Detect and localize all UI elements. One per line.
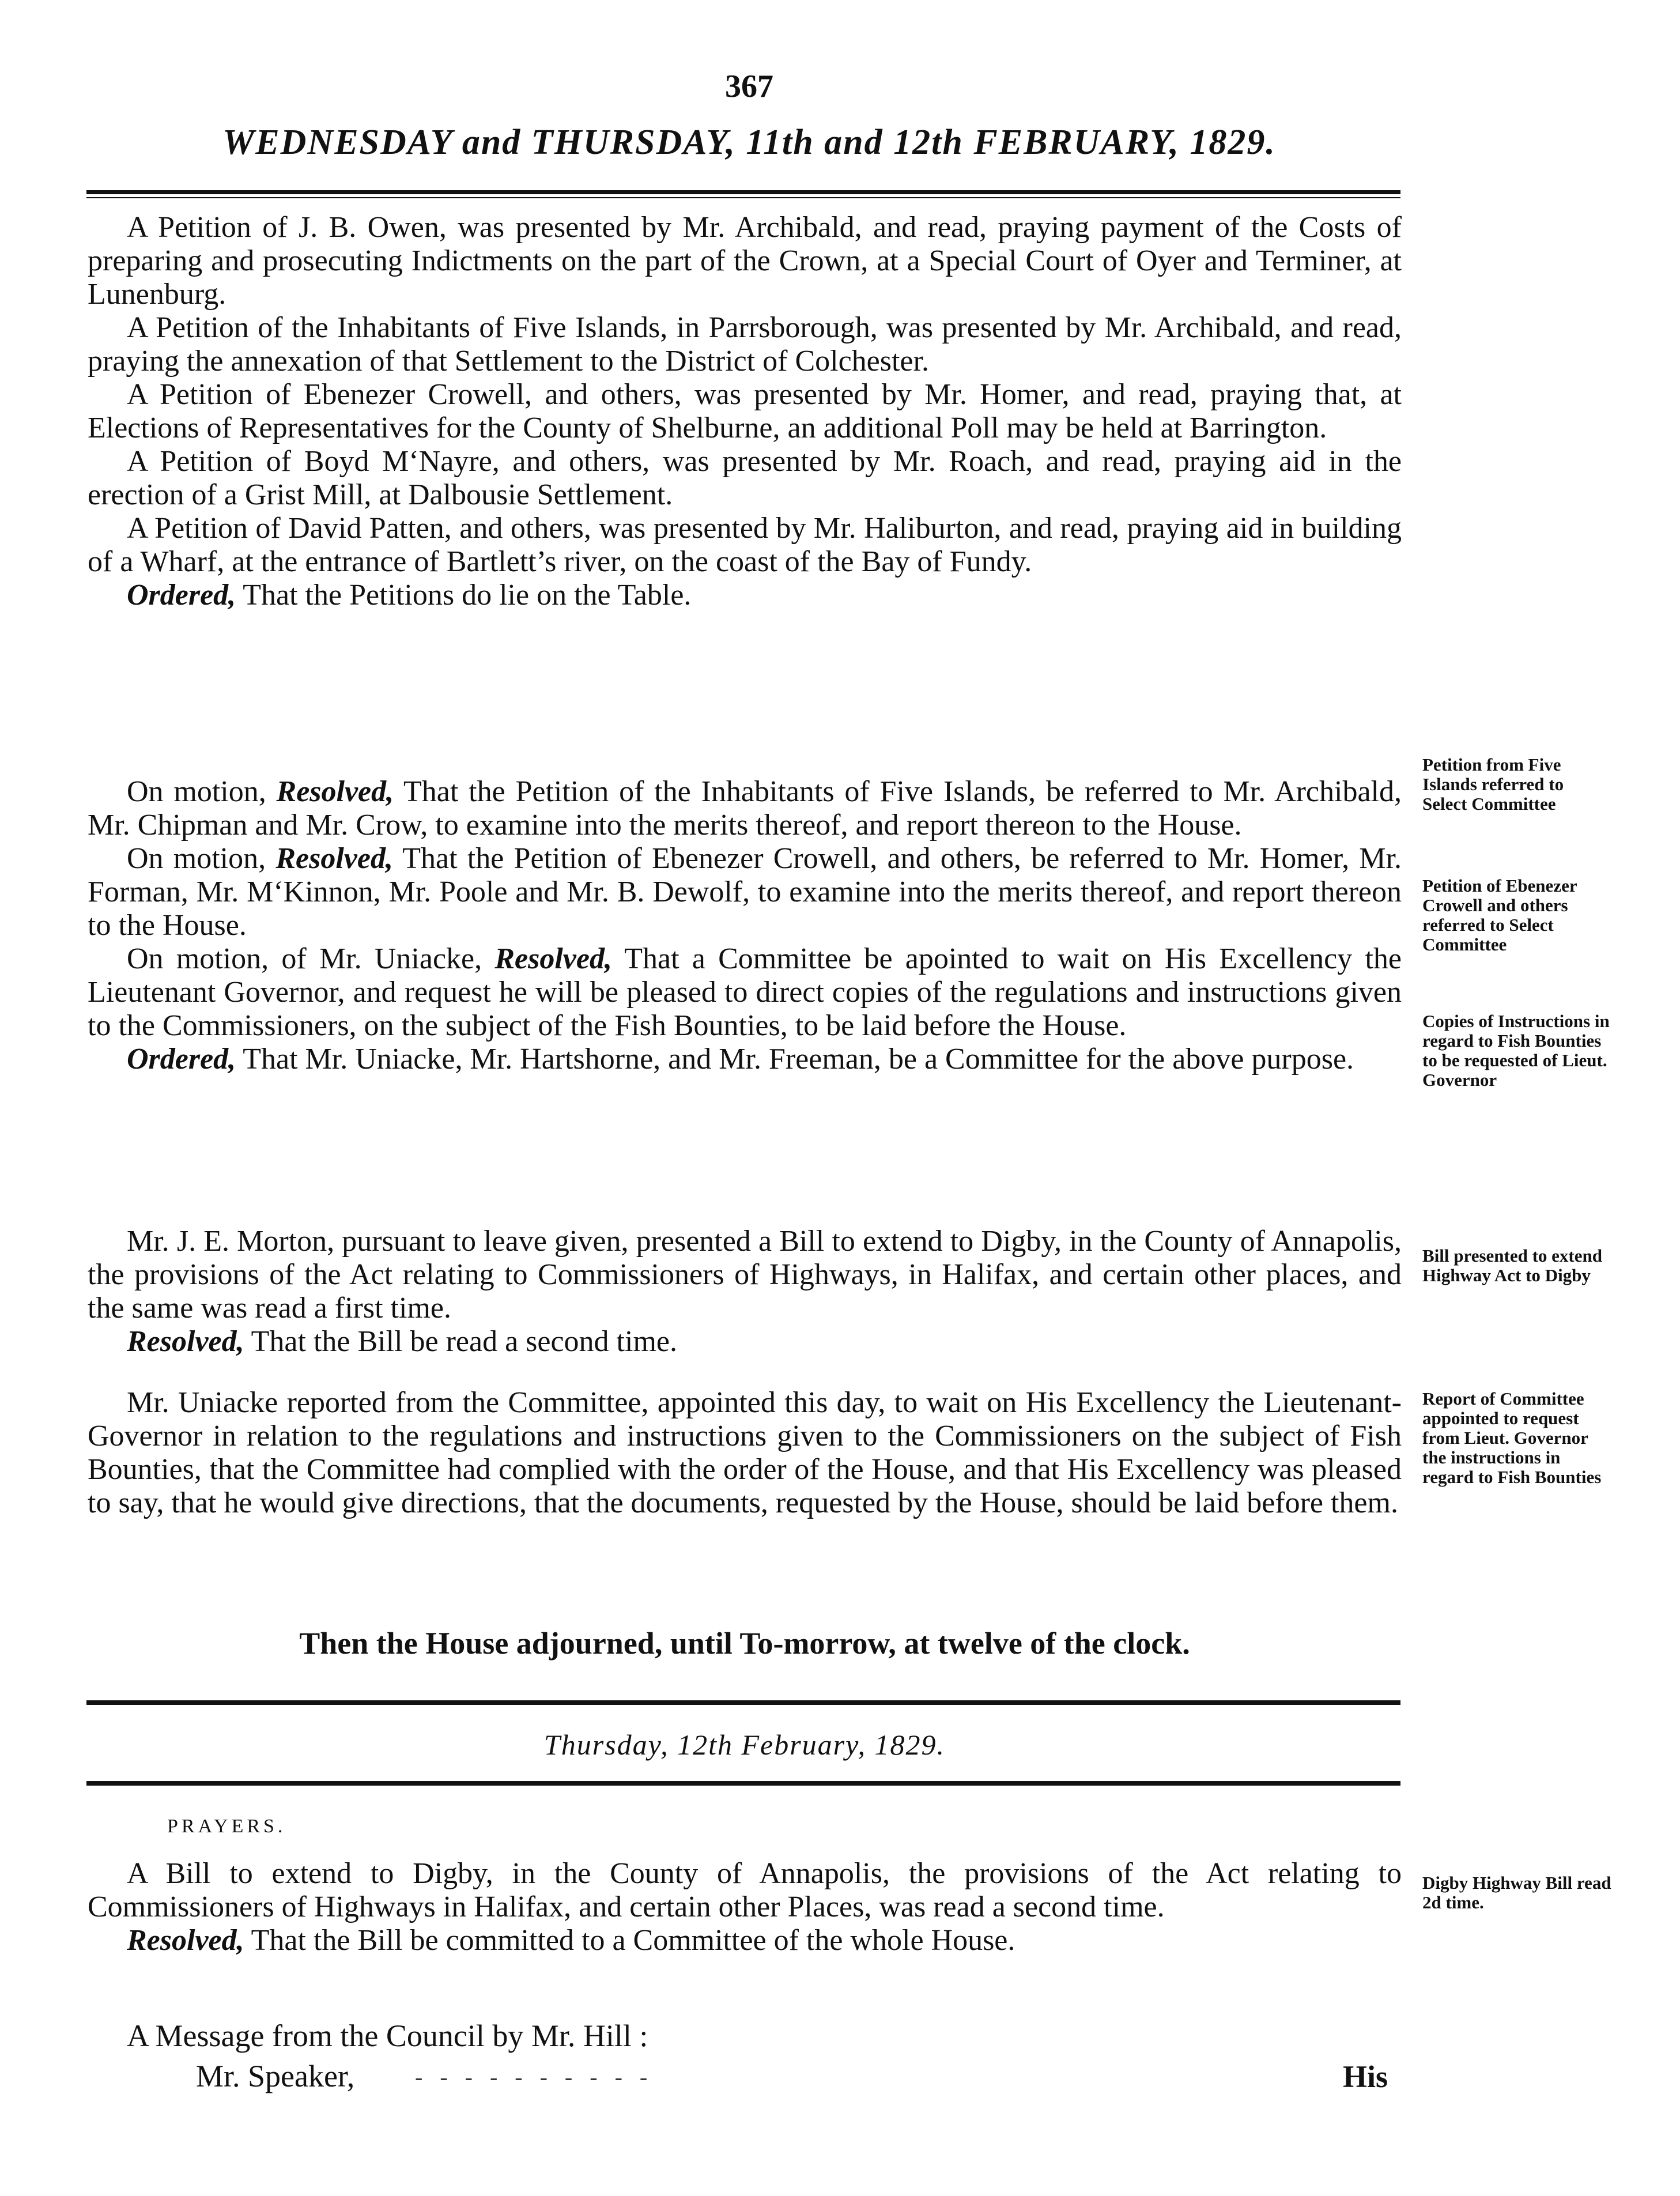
motions-block — [88, 775, 1402, 1076]
section-rule-bottom — [86, 1781, 1400, 1786]
ordered-lead: Ordered, — [127, 579, 236, 612]
motion-text: That the Petition of Ebenezer Crowell, and others, be referred to Mr. Homer, Mr. Forman, Mr. M‘Kinnon, Mr. Poole and Mr. B. Dewolf, to examine into the merits thereof, and report thereon to the House. — [88, 842, 1402, 942]
margin-note-fish-bounties: Copies of Instructions in regard to Fish Bounties to be requested of Lieut. Governor — [1422, 1011, 1610, 1090]
dash-leader: - - - - - - - - - - — [415, 2064, 654, 2090]
wednesday-petitions — [88, 211, 1402, 612]
ordered-lead: Ordered, — [127, 1043, 236, 1076]
petition-crowell: A Petition of Ebenezer Crowell, and others, was presented by Mr. Homer, and read, praying that, at Elections of Representatives for the County of Shelburne, an additional Poll may be held at Barrington. — [88, 378, 1402, 444]
resolved-text: That the Bill be read a second time. — [244, 1325, 677, 1358]
resolved-lead: Resolved, — [127, 1325, 244, 1358]
motion-text: That the Petition of the Inhabitants of Five Islands, be referred to Mr. Archibald, Mr. Chipman and Mr. Crow, to examine into the merits thereof, and report thereon to the House. — [88, 775, 1402, 842]
petition-owen: A Petition of J. B. Owen, was presented by Mr. Archibald, and read, praying payment of the Costs of preparing and prosecuting Indictments on the part of the Crown, at a Special Court of Oyer and Terminer, at Lunenburg. — [88, 211, 1402, 311]
ordered-committee — [88, 1043, 1402, 1076]
motion-prefix: On motion, — [127, 842, 276, 875]
motion-lead: Resolved, — [276, 775, 394, 808]
motion-uniacke — [88, 942, 1402, 1043]
resolved-lead: Resolved, — [127, 1924, 244, 1957]
prayers-heading: PRAYERS. — [167, 1816, 286, 1837]
petition-mcnayre: A Petition of Boyd M‘Nayre, and others, was presented by Mr. Roach, and read, praying aid in the erection of a Grist Mill, at Dalbousie Settlement. — [88, 445, 1402, 511]
report-block — [88, 1386, 1402, 1520]
motion-crowell — [88, 842, 1402, 942]
resolved-text: That the Bill be committed to a Committee of the whole House. — [244, 1924, 1015, 1957]
bill-second-reading: A Bill to extend to Digby, in the County of Annapolis, the provisions of the Act relating to Commissioners of Highways in Halifax, and certain other Places, was read a second time. — [88, 1857, 1402, 1923]
thursday-date: Thursday, 12th February, 1829. — [543, 1729, 946, 1761]
page-number: 367 — [725, 69, 773, 104]
ordered-text: That the Petitions do lie on the Table. — [236, 579, 692, 612]
ordered-lie-on-table — [88, 579, 1402, 612]
petition-patten: A Petition of David Patten, and others, was presented by Mr. Haliburton, and read, praying aid in building of a Wharf, at the entrance of Bartlett’s river, on the coast of the Bay of Fundy. — [88, 512, 1402, 578]
catchword: His — [1343, 2059, 1388, 2094]
committee-report: Mr. Uniacke reported from the Committee, appointed this day, to wait on His Excellency the Lieutenant-Governor in relation to the regulations and instructions given to the Commissioners on the subject of Fish Bounties, that the Committee had complied with the order of the House, and that His Excellency was pleased to say, that he would give directions, that the documents, requested by the House, should be laid before them. — [88, 1386, 1402, 1519]
bill-block — [88, 1225, 1402, 1359]
petition-five-islands: A Petition of the Inhabitants of Five Islands, in Parrsborough, was presented by Mr. Archibald, and read, praying the annexation of that Settlement to the District of Colchester. — [88, 311, 1402, 378]
adjournment: Then the House adjourned, until To-morrow, at twelve of the clock. — [299, 1626, 1190, 1661]
mr-speaker: Mr. Speaker, — [196, 2059, 355, 2093]
resolved-second-reading — [88, 1325, 1402, 1359]
motion-text: That a Committee be apointed to wait on His Excellency the Lieutenant Governor, and request he will be pleased to direct copies of the regulations and instructions given to the Commissioners, on the subject of the Fish Bounties, to be laid before the House. — [88, 942, 1402, 1042]
motion-prefix: On motion, — [127, 775, 277, 808]
thursday-block — [88, 1857, 1402, 1957]
bill-presented: Mr. J. E. Morton, pursuant to leave given, presented a Bill to extend to Digby, in the County of Annapolis, the provisions of the Act relating to Commissioners of Highways, in Halifax, and certain other places, and the same was read a first time. — [88, 1225, 1402, 1325]
ordered-text: That Mr. Uniacke, Mr. Hartshorne, and Mr. Freeman, be a Committee for the above purpose. — [236, 1043, 1354, 1076]
margin-note-committee-report: Report of Committee appointed to request from Lieut. Governor the instructions in regard to Fish Bounties — [1422, 1388, 1602, 1487]
message-from-council: A Message from the Council by Mr. Hill : — [127, 2018, 648, 2053]
motion-five-islands — [88, 775, 1402, 842]
resolved-committed — [88, 1924, 1402, 1957]
section-rule-top — [86, 1700, 1400, 1705]
motion-lead: Resolved, — [275, 842, 393, 875]
motion-prefix: On motion, of Mr. Uniacke, — [127, 942, 495, 975]
margin-note-crowell: Petition of Ebenezer Crowell and others referred to Select Committee — [1422, 876, 1577, 954]
margin-note-digby-bill: Digby Highway Bill read 2d time. — [1422, 1873, 1611, 1912]
header-rule — [86, 190, 1400, 198]
margin-note-highway-bill: Bill presented to extend Highway Act to Digby — [1422, 1246, 1602, 1285]
motion-lead: Resolved, — [494, 942, 612, 975]
margin-note-five-islands: Petition from Five Islands referred to Select Committee — [1422, 754, 1564, 814]
running-head: WEDNESDAY and THURSDAY, 11th and 12th FEBRUARY, 1829. — [222, 123, 1276, 162]
